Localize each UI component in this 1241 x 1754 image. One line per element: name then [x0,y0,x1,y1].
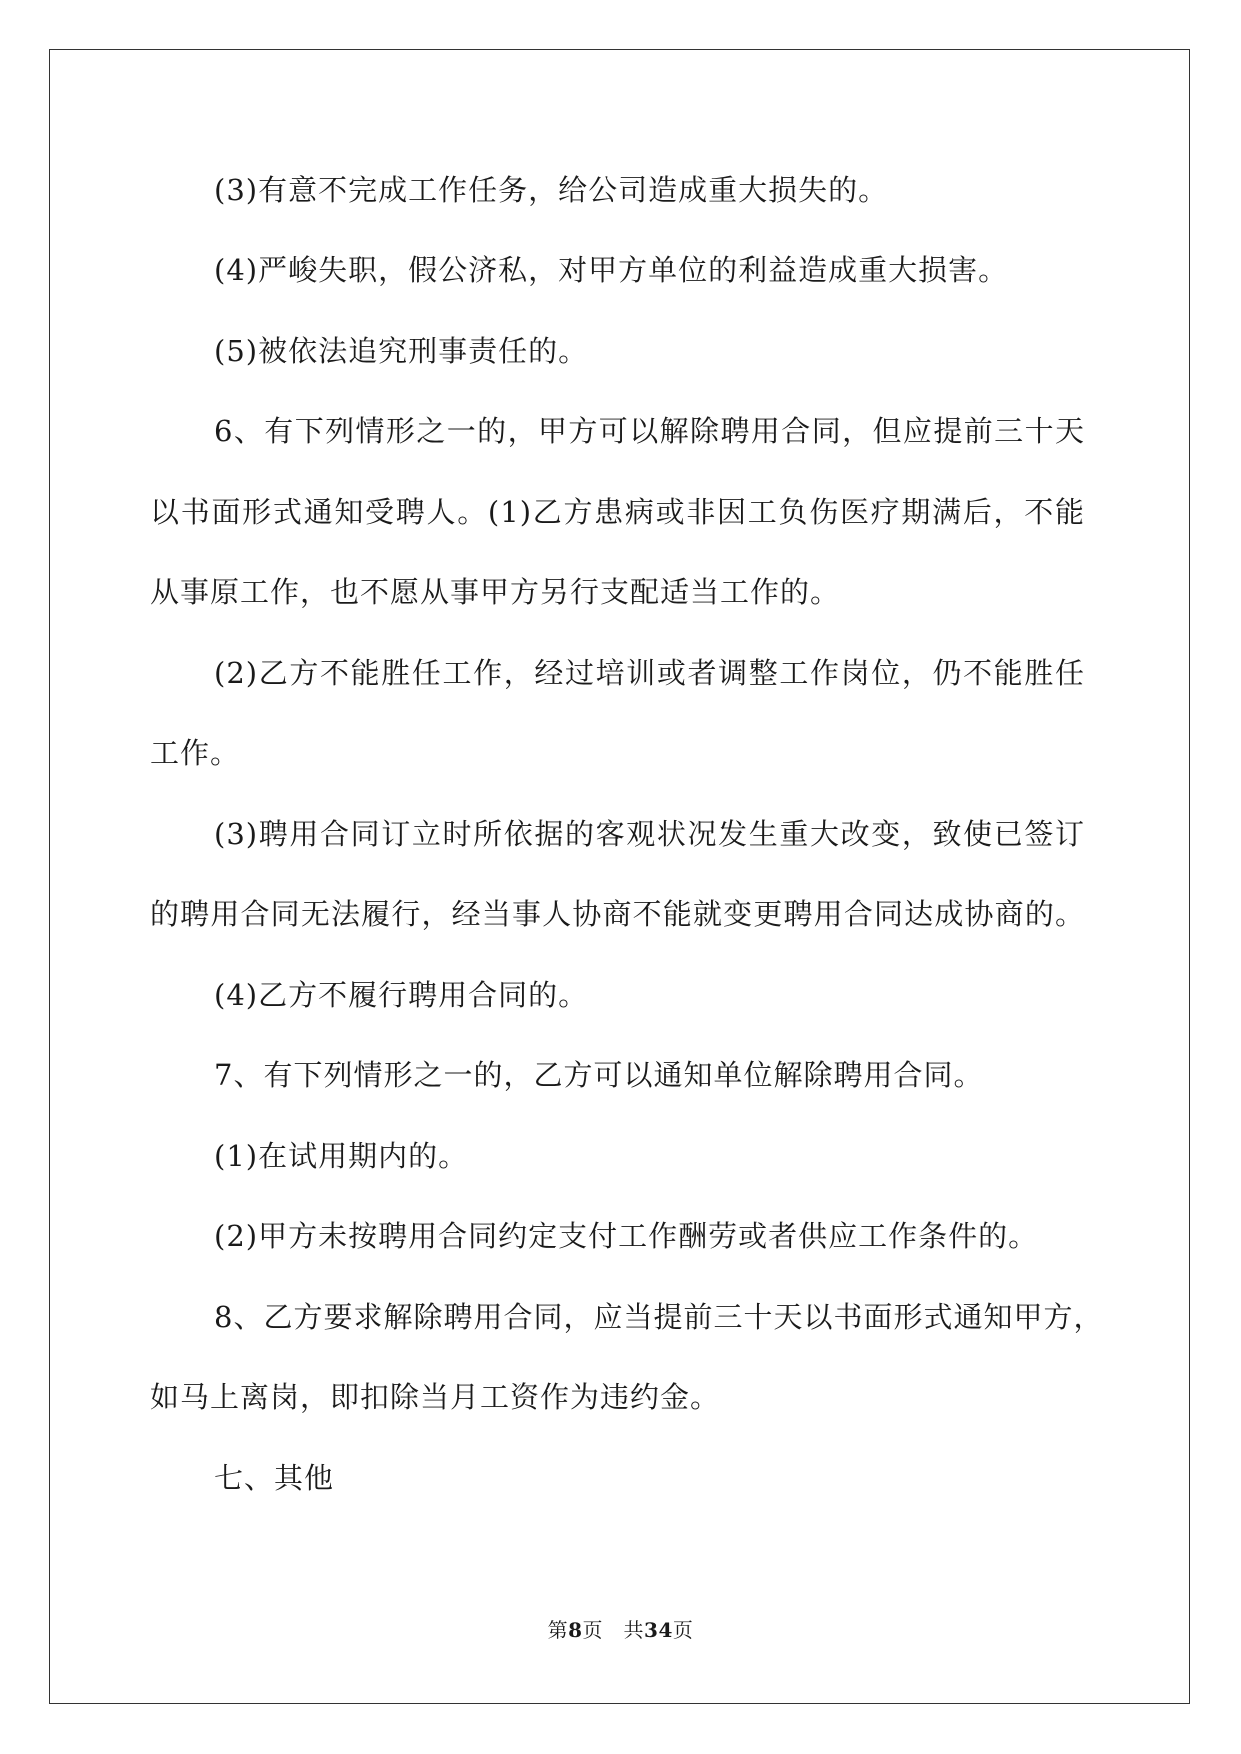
footer-page-number: 8 [568,1618,583,1642]
paragraph-line-2: (4)严峻失职，假公济私，对甲方单位的利益造成重大损害。 [214,253,1009,287]
paragraph-line-3: (5)被依法追究刑事责任的。 [214,334,589,368]
paragraph-line-8: 工作。 [150,736,241,770]
footer-suffix: 页 [672,1618,694,1642]
footer-total-pages: 34 [644,1618,673,1642]
page-footer [0,1617,1241,1643]
footer-prefix: 第 [547,1618,569,1642]
paragraph-line-10: 的聘用合同无法履行，经当事人协商不能就变更聘用合同达成协商的。 [150,897,1085,931]
paragraph-line-5: 以书面形式通知受聘人。(1)乙方患病或非因工负伤医疗期满后，不能 [150,495,1085,529]
section-heading-other: 七、其他 [214,1461,335,1495]
paragraph-line-4: 6、有下列情形之一的，甲方可以解除聘用合同，但应提前三十天 [214,414,1085,448]
paragraph-line-12: 7、有下列情形之一的，乙方可以通知单位解除聘用合同。 [214,1058,984,1092]
paragraph-line-6: 从事原工作，也不愿从事甲方另行支配适当工作的。 [150,575,841,609]
paragraph-line-16: 如马上离岗，即扣除当月工资作为违约金。 [150,1380,721,1414]
footer-middle: 页 共 [582,1618,645,1642]
paragraph-line-9: (3)聘用合同订立时所依据的客观状况发生重大改变，致使已签订 [214,817,1085,851]
paragraph-line-1: (3)有意不完成工作任务，给公司造成重大损失的。 [214,173,889,207]
paragraph-line-11: (4)乙方不履行聘用合同的。 [214,978,589,1012]
page-border [49,49,1190,1704]
paragraph-line-15: 8、乙方要求解除聘用合同，应当提前三十天以书面形式通知甲方， [214,1300,1104,1334]
paragraph-line-13: (1)在试用期内的。 [214,1139,469,1173]
paragraph-line-7: (2)乙方不能胜任工作，经过培训或者调整工作岗位，仍不能胜任 [214,656,1085,690]
paragraph-line-14: (2)甲方未按聘用合同约定支付工作酬劳或者供应工作条件的。 [214,1219,1039,1253]
